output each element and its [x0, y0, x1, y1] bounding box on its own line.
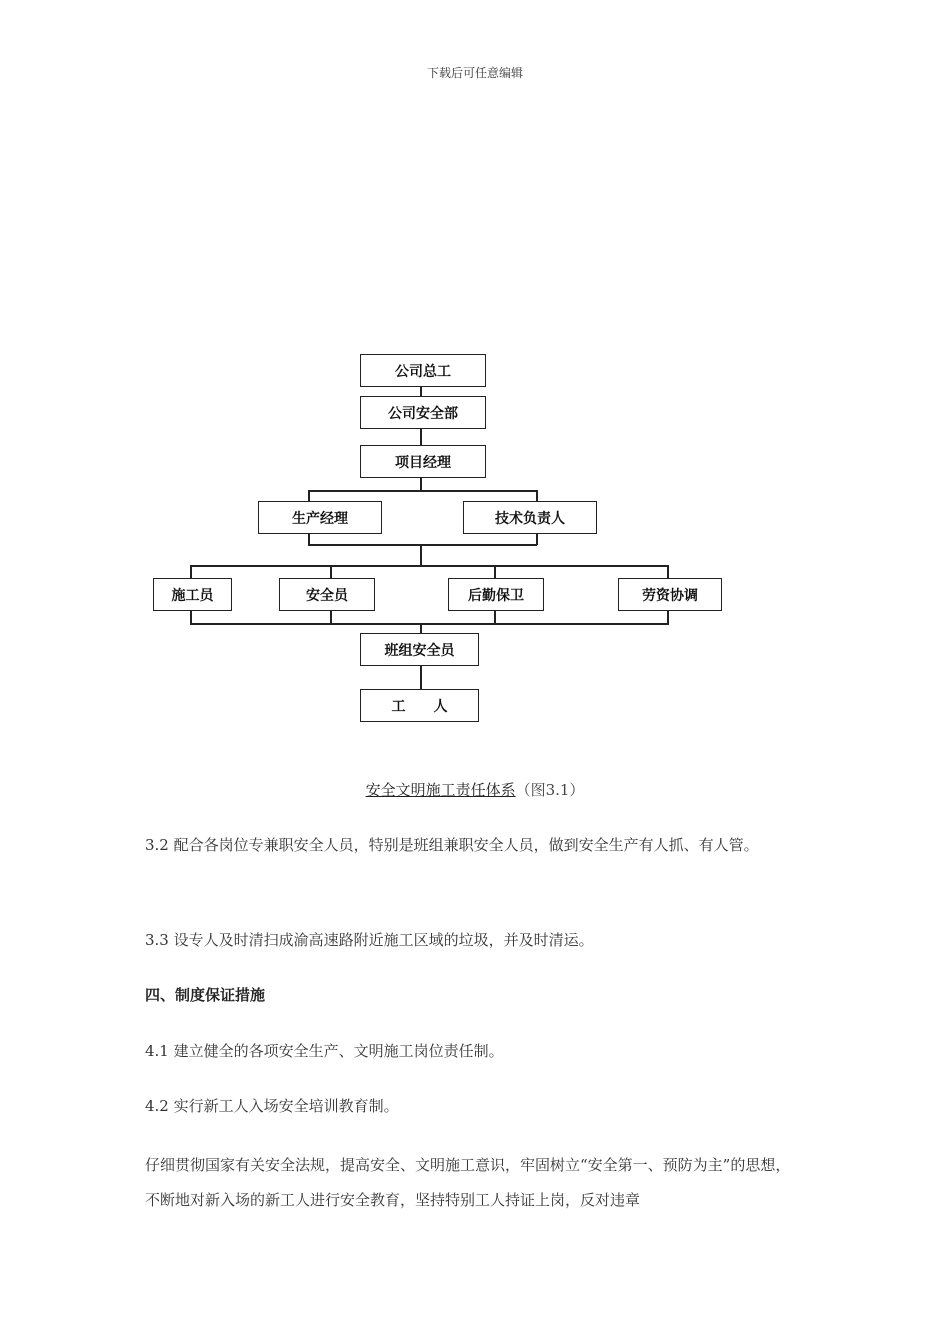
box-team-safety-officer: 班组安全员	[360, 633, 479, 666]
box-construction-worker: 施工员	[153, 578, 232, 611]
paragraph-3-3: 3.3 设专人及时清扫成渝高速路附近施工区域的垃圾，并及时清运。	[145, 931, 594, 949]
box-production-manager: 生产经理	[258, 501, 382, 534]
box-logistics-security: 后勤保卫	[448, 578, 544, 611]
paragraph-4-1: 4.1 建立健全的各项安全生产、文明施工岗位责任制。	[145, 1042, 504, 1060]
page-header: 下载后可任意编辑	[426, 66, 523, 80]
connector-line	[330, 610, 332, 624]
section-heading-4: 四、制度保证措施	[145, 986, 266, 1004]
connector-line	[190, 565, 192, 578]
connector-line	[420, 428, 422, 445]
caption-ref: （图3.1）	[515, 781, 585, 799]
connector-line	[420, 477, 422, 491]
paragraph-last: 仔细贯彻国家有关安全法规，提高安全、文明施工意识，牢固树立“安全第一、预防为主”的思想，不断地对新入场的新工人进行安全教育，坚持特别工人持证上岗，反对违章	[145, 1156, 791, 1209]
connector-line	[420, 544, 422, 566]
box-company-safety-dept: 公司安全部	[360, 396, 486, 429]
box-project-manager: 项目经理	[360, 445, 486, 478]
box-workers: 工 人	[360, 689, 479, 722]
box-safety-officer: 安全员	[279, 578, 375, 611]
box-technical-lead: 技术负责人	[463, 501, 597, 534]
connector-line	[420, 665, 422, 689]
connector-line	[494, 565, 496, 578]
caption-title: 安全文明施工责任体系	[365, 781, 516, 799]
connector-line	[190, 565, 669, 567]
box-company-chief-engineer: 公司总工	[360, 354, 486, 387]
connector-line	[667, 610, 669, 624]
connector-line	[667, 565, 669, 578]
figure-caption	[0, 779, 950, 800]
connector-line	[494, 610, 496, 624]
paragraph-3-2: 3.2 配合各岗位专兼职安全人员，特别是班组兼职安全人员，做到安全生产有人抓、有人管。	[145, 836, 759, 854]
connector-line	[330, 565, 332, 578]
paragraph-4-2: 4.2 实行新工人入场安全培训教育制。	[145, 1097, 399, 1115]
box-labor-coordination: 劳资协调	[618, 578, 722, 611]
connector-line	[190, 623, 669, 625]
connector-line	[308, 544, 537, 546]
connector-line	[190, 610, 192, 624]
connector-line	[308, 490, 537, 492]
